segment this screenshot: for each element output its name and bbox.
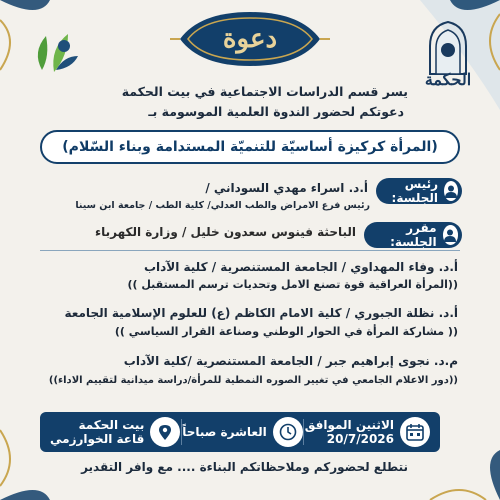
user-icon bbox=[444, 181, 458, 201]
divider bbox=[40, 250, 460, 251]
time-value: العاشرة صباحاً bbox=[182, 425, 267, 439]
info-separator bbox=[303, 419, 304, 445]
calendar-icon bbox=[400, 417, 430, 447]
chair-label-text: رئيس الجلسة: bbox=[391, 177, 438, 205]
venue-cell bbox=[50, 417, 180, 447]
date-value: 20/7/2026 bbox=[326, 432, 394, 446]
speaker-name: أ.د. نظلة الجبوري / كلية الامام الكاظم (ع) للعلوم الإسلامية الجامعة bbox=[64, 306, 458, 320]
speaker-name: م.د. نجوى إبراهيم جبر / الجامعة المستنصرية /كلية الآداب bbox=[123, 354, 458, 368]
venue-name: بيت الحكمة bbox=[78, 418, 145, 432]
venue-hall: قاعة الخوارزمي bbox=[50, 432, 145, 446]
title-banner bbox=[170, 8, 330, 70]
info-separator bbox=[181, 419, 182, 445]
chair-position: رئيس فرع الامراض والطب العدلي/ كلية الطب / جامعة ابن سينا bbox=[75, 200, 370, 211]
intro-line: دعوتكم لحضور الندوة العلمية الموسومة بـ bbox=[148, 104, 404, 119]
speaker-topic: ((دور الاعلام الجامعي في تغيير الصوره النمطية للمرأة/دراسة ميدانية لتقييم الاداء)) bbox=[48, 375, 458, 386]
mosque-dome-icon bbox=[426, 20, 470, 76]
date-cell bbox=[305, 417, 430, 447]
speaker-topic: ((المرأة العراقية قوة تصنع الامل وتحديات ترسم المستقبل )) bbox=[127, 278, 458, 291]
logo-text: الحكمة bbox=[424, 70, 472, 89]
rapporteur-name: الباحثة فينوس سعدون خليل / وزارة الكهرباء bbox=[95, 225, 356, 239]
date-day: الاثنين الموافق bbox=[304, 418, 394, 432]
rapporteur-label-text: مقرر الجلسة: bbox=[390, 221, 437, 249]
intro-line: يسر قسم الدراسات الاجتماعية في بيت الحكمة bbox=[121, 84, 408, 99]
speaker-name: أ.د. وفاء المهداوي / الجامعة المستنصرية / كلية الآداب bbox=[143, 260, 458, 274]
closing-text: نتطلع لحضوركم وملاحظاتكم البناءة .... مع وافر التقدير bbox=[81, 460, 408, 474]
time-cell bbox=[182, 417, 303, 447]
event-info-bar bbox=[40, 412, 440, 452]
page-title: دعوة bbox=[222, 24, 278, 54]
rapporteur-label bbox=[364, 222, 462, 248]
user-icon bbox=[443, 225, 458, 245]
chair-name: أ.د. اسراء مهدي السوداني / bbox=[205, 181, 368, 195]
speaker-topic: (( مشاركة المرأة في الحوار الوطني وصناعة القرار السياسي )) bbox=[114, 325, 458, 338]
leaf-logo-icon bbox=[28, 26, 88, 76]
location-pin-icon bbox=[150, 417, 180, 447]
chair-label bbox=[376, 178, 462, 204]
institution-logo bbox=[420, 20, 476, 96]
seminar-title: (المرأة كركيزة أساسيّة للتنميّة المستدامة وبناء السّلام) bbox=[40, 130, 460, 164]
clock-icon bbox=[273, 417, 303, 447]
